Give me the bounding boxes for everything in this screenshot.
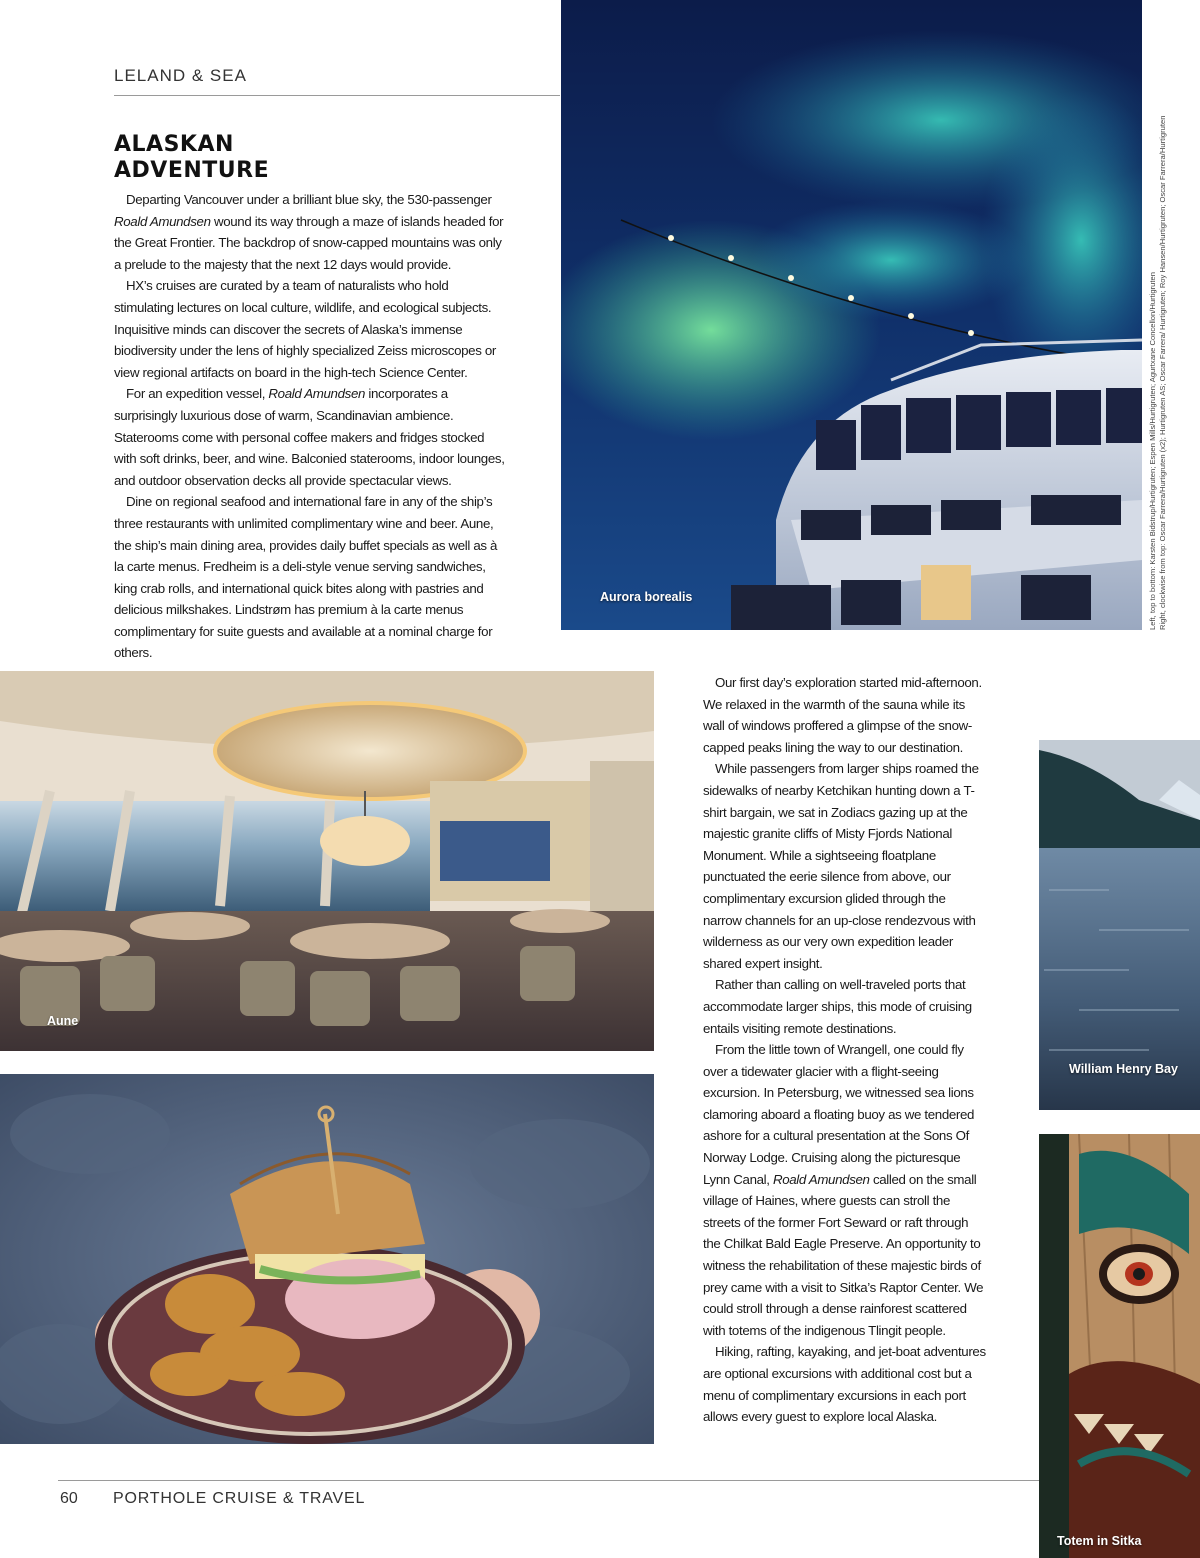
paragraph: From the little town of Wrangell, one could fly over a tidewater glacier with a flight-seeing excursion. In Petersburg, we witnessed sea lions clamoring aboard a floating buoy as we tendered ashore for a cultural presentation at the Sons Of Norway Lodge. Cruising along the picturesque Lynn Canal, Roald Amundsen called on the small village of Haines, where guests can stroll the streets of the former Fort Seward or raft through the Chilkat Bald Eagle Preserve. An opportunity to witness the rehabilitation of these majestic birds of prey came with a visit to Sitka’s Raptor Center. We could stroll through a dense rainforest scattered with totems of the indigenous Tlingit people. (703, 1042, 984, 1338)
article-column-1 (114, 189, 506, 664)
article-title-line-1: ALASKAN (114, 132, 234, 157)
article-title (114, 132, 414, 184)
paragraph: While passengers from larger ships roamed the sidewalks of nearby Ketchikan hunting down a T-shirt bargain, we sat in Zodiacs gazing up at the majestic granite cliffs of Misty Fjords National Monument. While a sightseeing floatplane punctuated the eerie silence from above, our complimentary excursion glided through the narrow channels for an up-close rendezvous with wilderness as our very own expedition leader shared expert insight. (703, 761, 979, 971)
aune-dining-photo (0, 671, 654, 1051)
aurora-borealis-photo (561, 0, 1142, 630)
photo-credits-line-1: Left, top to bottom: Karsten Bidstrup/Hurtigruten; Espen Mills/Hurtigruten; Agurtxane Concellon/Hurtigruten (1148, 272, 1157, 630)
photo-credits (1148, 115, 1188, 630)
william-henry-bay-photo (1039, 740, 1200, 1110)
aurora-caption: Aurora borealis (600, 590, 693, 604)
article-title-line-2: ADVENTURE (114, 158, 270, 183)
totem-caption: Totem in Sitka (1057, 1534, 1142, 1548)
photo-credits-line-2: Right, clockwise from top: Oscar Farrera/Hurtigruten (x2); Hurtigruten AS; Oscar Farrera/ Hurtigruten; Roy Hansen/Hurtigruten; Oscar Farrera/Hurtigruten (1158, 115, 1167, 630)
paragraph: Hiking, rafting, kayaking, and jet-boat adventures are optional excursions with additional cost but a menu of complimentary excursions in each port allows every guest to explore local Alaska. (703, 1344, 986, 1425)
paragraph: HX’s cruises are curated by a team of naturalists who hold stimulating lectures on local culture, wildlife, and ecological subjects. Inquisitive minds can discover the secrets of Alaska’s immense biodiversity under the lens of highly specialized Zeiss microscopes or view regional artifacts on board in the high-tech Science Center. (114, 278, 496, 380)
paragraph: Rather than calling on well-traveled ports that accommodate larger ships, this mode of cruising entails visiting remote destinations. (703, 977, 972, 1036)
totem-photo (1039, 1134, 1200, 1558)
footer-divider (58, 1480, 1039, 1481)
paragraph: Our first day’s exploration started mid-afternoon. We relaxed in the warmth of the sauna while its wall of windows proffered a glimpse of the snow-capped peaks lining the way to our destination. (703, 675, 982, 755)
paragraph: For an expedition vessel, Roald Amundsen incorporates a surprisingly luxurious dose of warm, Scandinavian ambience. Staterooms come with personal coffee makers and fridges stocked with soft drinks, beer, and wine. Balconied staterooms, indoor lounges, and outdoor observation decks all provide spectacular views. (114, 386, 505, 488)
paragraph: Departing Vancouver under a brilliant blue sky, the 530-passenger Roald Amundsen wound its way through a maze of islands headed for the Great Frontier. The backdrop of snow-capped mountains was only a prelude to the majesty that the next 12 days would provide. (114, 192, 504, 272)
section-label: LELAND & SEA (114, 66, 247, 85)
aune-caption: Aune (47, 1014, 79, 1028)
page-number: 60 (60, 1490, 78, 1507)
sandwich-photo (0, 1074, 654, 1444)
magazine-name: PORTHOLE CRUISE & TRAVEL (113, 1490, 366, 1507)
article-column-2 (703, 672, 987, 1428)
paragraph: Dine on regional seafood and international fare in any of the ship’s three restaurants with unlimited complimentary wine and beer. Aune, the ship’s main dining area, provides daily buffet specials as well as à la carte menus. Fredheim is a deli-style venue serving sandwiches, king crab rolls, and international quick bites along with pastries and delicious milkshakes. Lindstrøm has premium à la carte menus complimentary for suite guests and available at a nominal charge for others. (114, 494, 498, 661)
header-divider (114, 95, 560, 96)
bay-caption: William Henry Bay (1069, 1062, 1178, 1076)
